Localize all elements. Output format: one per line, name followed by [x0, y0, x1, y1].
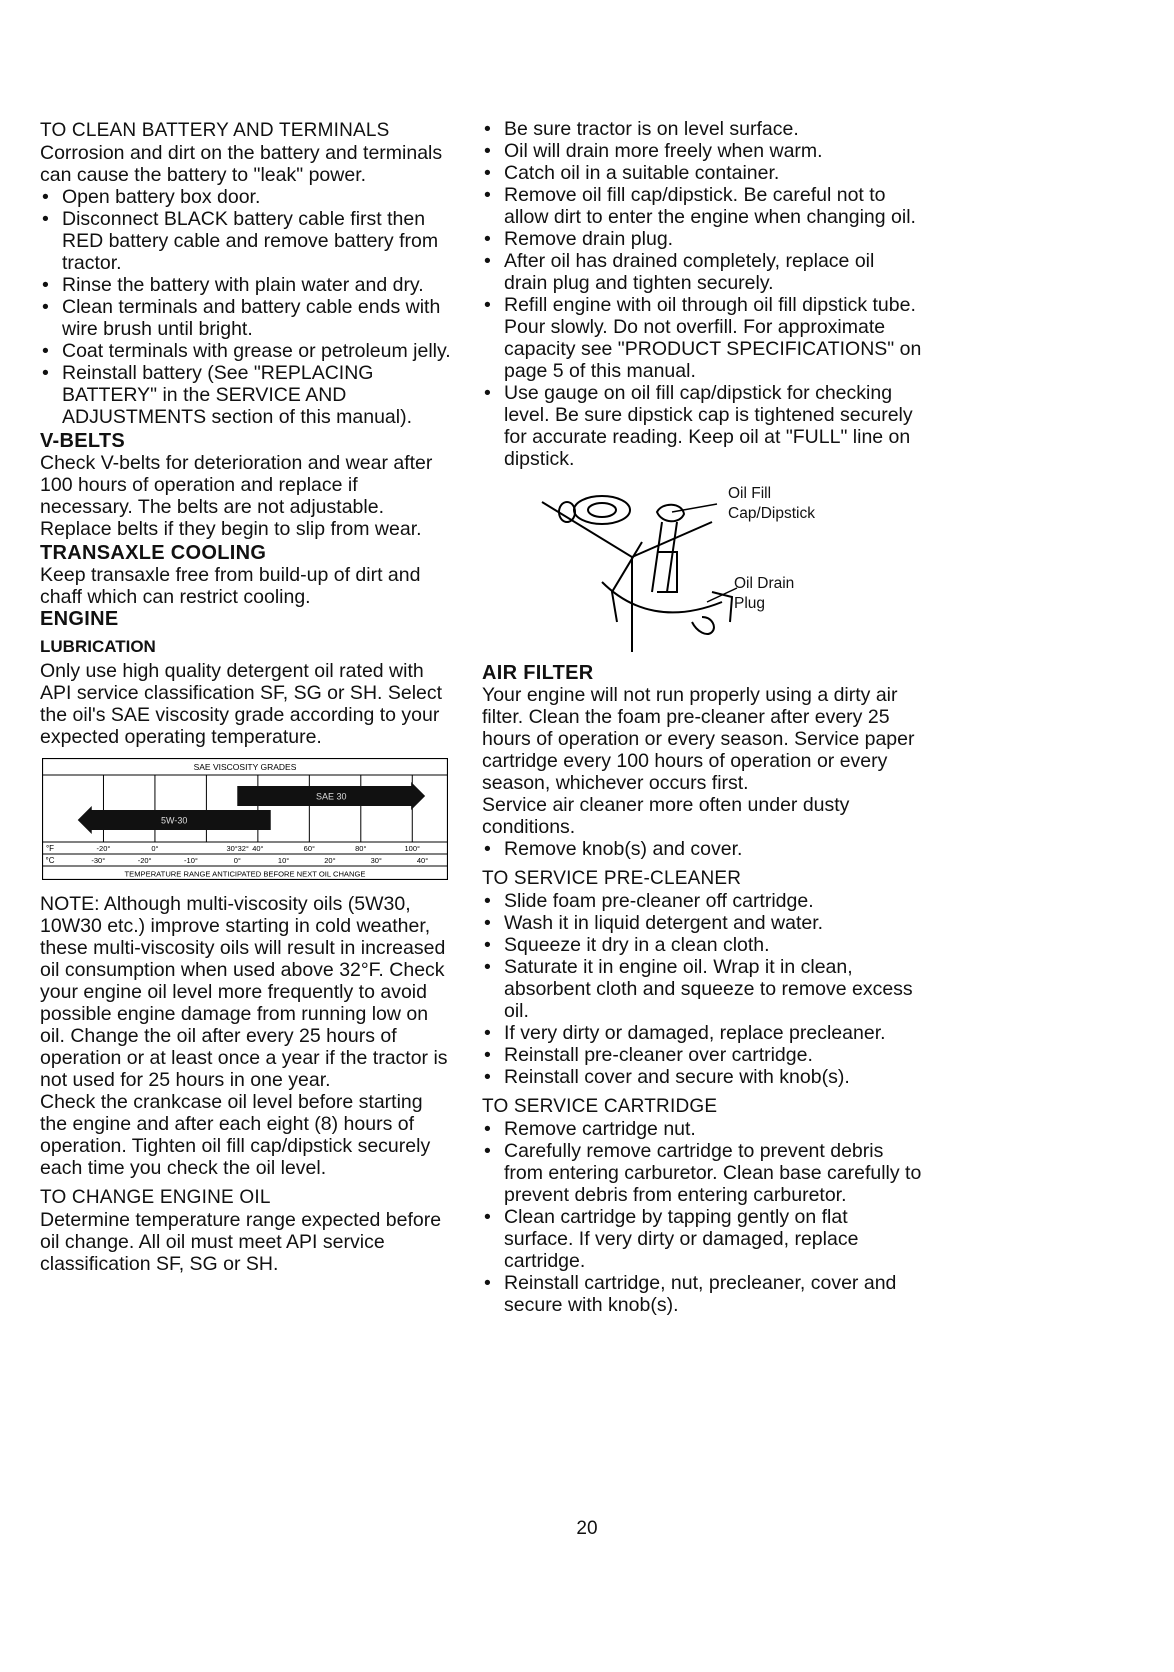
battery-steps [40, 186, 454, 428]
celsius-tick-label: 30° [370, 856, 382, 865]
list-item: • Remove drain plug. [482, 228, 922, 250]
list-item: • Squeeze it dry in a clean cloth. [482, 934, 922, 956]
list-item: • Carefully remove cartridge to prevent debris from entering carburetor. Clean base carefully to prevent debris from entering carburetor. [482, 1140, 922, 1206]
fahrenheit-tick-label: 40° [252, 844, 264, 853]
fahrenheit-tick-label: 30° [226, 844, 238, 853]
fahrenheit-tick-label: 0° [151, 844, 159, 853]
list-item: • Reinstall battery (See "REPLACING BATTERY" in the SERVICE AND ADJUSTMENTS section of this manual). [40, 362, 454, 428]
list-item: • Reinstall pre-cleaner over cartridge. [482, 1044, 922, 1066]
page-number: 20 [576, 1518, 598, 1539]
transaxle-text: Keep transaxle free from build-up of dirt and chaff which can restrict cooling. [40, 564, 421, 608]
fahrenheit-tick-label: -20° [96, 844, 111, 853]
viscosity-bar-label: SAE 30 [315, 791, 347, 802]
change-oil-heading: TO CHANGE ENGINE OIL [40, 1187, 271, 1208]
list-item: • Coat terminals with grease or petroleum jelly. [40, 340, 454, 362]
cartridge-steps [482, 1118, 922, 1316]
list-item: • Be sure tractor is on level surface. [482, 118, 922, 140]
celsius-tick-label: -20° [137, 856, 152, 865]
list-item: • Use gauge on oil fill cap/dipstick for checking level. Be sure dipstick cap is tightened securely for accurate reading. Keep oil at "FULL" line on dipstick. [482, 382, 922, 470]
precleaner-steps [482, 890, 922, 1088]
fahrenheit-tick-label: 80° [355, 844, 367, 853]
engine-heading: ENGINE [40, 608, 119, 630]
transaxle-heading: TRANSAXLE COOLING [40, 542, 267, 564]
list-item: • Refill engine with oil through oil fill dipstick tube. Pour slowly. Do not overfill. For approximate capacity see "PRODUCT SPECIFICATIONS" on page 5 of this manual. [482, 294, 922, 382]
chart-footer: TEMPERATURE RANGE ANTICIPATED BEFORE NEXT OIL CHANGE [124, 869, 366, 879]
lubrication-heading: LUBRICATION [40, 637, 156, 656]
air-filter-text-2: Service air cleaner more often under dusty conditions. [482, 794, 850, 838]
engine-oil-figure [482, 482, 922, 652]
oil-drain-label [734, 574, 794, 614]
oil-fill-label [728, 484, 815, 524]
celsius-tick-label: 0° [233, 856, 241, 865]
fahrenheit-tick-label: 60° [303, 844, 316, 853]
oil-change-steps [482, 118, 922, 470]
list-item: • Reinstall cover and secure with knob(s). [482, 1066, 922, 1088]
chart-title: SAE VISCOSITY GRADES [193, 762, 297, 772]
list-item: • Clean cartridge by tapping gently on flat surface. If very dirty or damaged, replace cartridge. [482, 1206, 922, 1272]
list-item: • Remove cartridge nut. [482, 1118, 922, 1140]
oil-drain-label-text: Oil Drain Plug [734, 575, 795, 612]
list-item: • Remove oil fill cap/dipstick. Be careful not to allow dirt to enter the engine when changing oil. [482, 184, 922, 228]
air-filter-steps [482, 838, 922, 860]
engine-illustration [512, 482, 752, 652]
air-filter-text: Your engine will not run properly using a dirty air filter. Clean the foam pre-cleaner after every 25 hours of operation or every season. Service paper cartridge every 100 hours of operation or every season, whichever occurs first. [482, 684, 915, 794]
list-item: • Rinse the battery with plain water and dry. [40, 274, 454, 296]
fahrenheit-unit-label: °F [45, 844, 55, 853]
vbelts-text: Check V-belts for deterioration and wear after 100 hours of operation and replace if necessary. The belts are not adjustable. Replace belts if they begin to slip from wear. [40, 452, 433, 540]
list-item: • Open battery box door. [40, 186, 454, 208]
vbelts-heading: V-BELTS [40, 430, 126, 452]
list-item: • Slide foam pre-cleaner off cartridge. [482, 890, 922, 912]
air-filter-heading: AIR FILTER [482, 662, 594, 684]
list-item: • Catch oil in a suitable container. [482, 162, 922, 184]
battery-heading: TO CLEAN BATTERY AND TERMINALS [40, 120, 390, 141]
oil-fill-label-text: Oil Fill Cap/Dipstick [728, 485, 815, 522]
fahrenheit-tick-label: 32° [237, 844, 249, 853]
right-column [482, 118, 922, 1316]
list-item: • Saturate it in engine oil. Wrap it in clean, absorbent cloth and squeeze to remove excess oil. [482, 956, 922, 1022]
celsius-tick-label: -30° [91, 856, 106, 865]
list-item: • If very dirty or damaged, replace precleaner. [482, 1022, 922, 1044]
list-item: • Disconnect BLACK battery cable first then RED battery cable and remove battery from tractor. [40, 208, 454, 274]
oil-check-text: Check the crankcase oil level before starting the engine and after each eight (8) hours of operation. Tighten oil fill cap/dipstick securely each time you check the oil level. [40, 1091, 431, 1179]
celsius-tick-label: 20° [324, 856, 336, 865]
battery-intro: Corrosion and dirt on the battery and terminals can cause the battery to "leak" power. [40, 142, 443, 186]
lubrication-text: Only use high quality detergent oil rated with API service classification SF, SG or SH. Select the oil's SAE viscosity grade according to your expected operating temperature. [40, 660, 443, 748]
oil-note: NOTE: Although multi-viscosity oils (5W30, 10W30 etc.) improve starting in cold weather, these multi-viscosity oils will result in increased oil consumption when used above 32°F. Check your engine oil level more frequently to avoid possible engine damage from running low on oil. Change the oil after every 25 hours of operation or at least once a year if the tractor is not used for 25 hours in one year. [40, 893, 448, 1091]
fahrenheit-tick-label: 100° [404, 844, 421, 853]
list-item: • Remove knob(s) and cover. [482, 838, 922, 860]
left-column [40, 118, 454, 1275]
list-item: • Reinstall cartridge, nut, precleaner, cover and secure with knob(s). [482, 1272, 922, 1316]
list-item: • Clean terminals and battery cable ends with wire brush until bright. [40, 296, 454, 340]
celsius-tick-label: 40° [416, 856, 429, 865]
celsius-unit-label: °C [45, 856, 55, 865]
cartridge-heading: TO SERVICE CARTRIDGE [482, 1096, 718, 1117]
precleaner-heading: TO SERVICE PRE-CLEANER [482, 868, 742, 889]
list-item: • Wash it in liquid detergent and water. [482, 912, 922, 934]
change-oil-text: Determine temperature range expected before oil change. All oil must meet API service classification SF, SG or SH. [40, 1209, 442, 1275]
viscosity-bar-label: 5W-30 [161, 815, 188, 826]
celsius-tick-label: 10° [277, 856, 290, 865]
list-item: • After oil has drained completely, replace oil drain plug and tighten securely. [482, 250, 922, 294]
celsius-tick-label: -10° [184, 856, 198, 865]
list-item: • Oil will drain more freely when warm. [482, 140, 922, 162]
sae-viscosity-chart [42, 758, 448, 880]
